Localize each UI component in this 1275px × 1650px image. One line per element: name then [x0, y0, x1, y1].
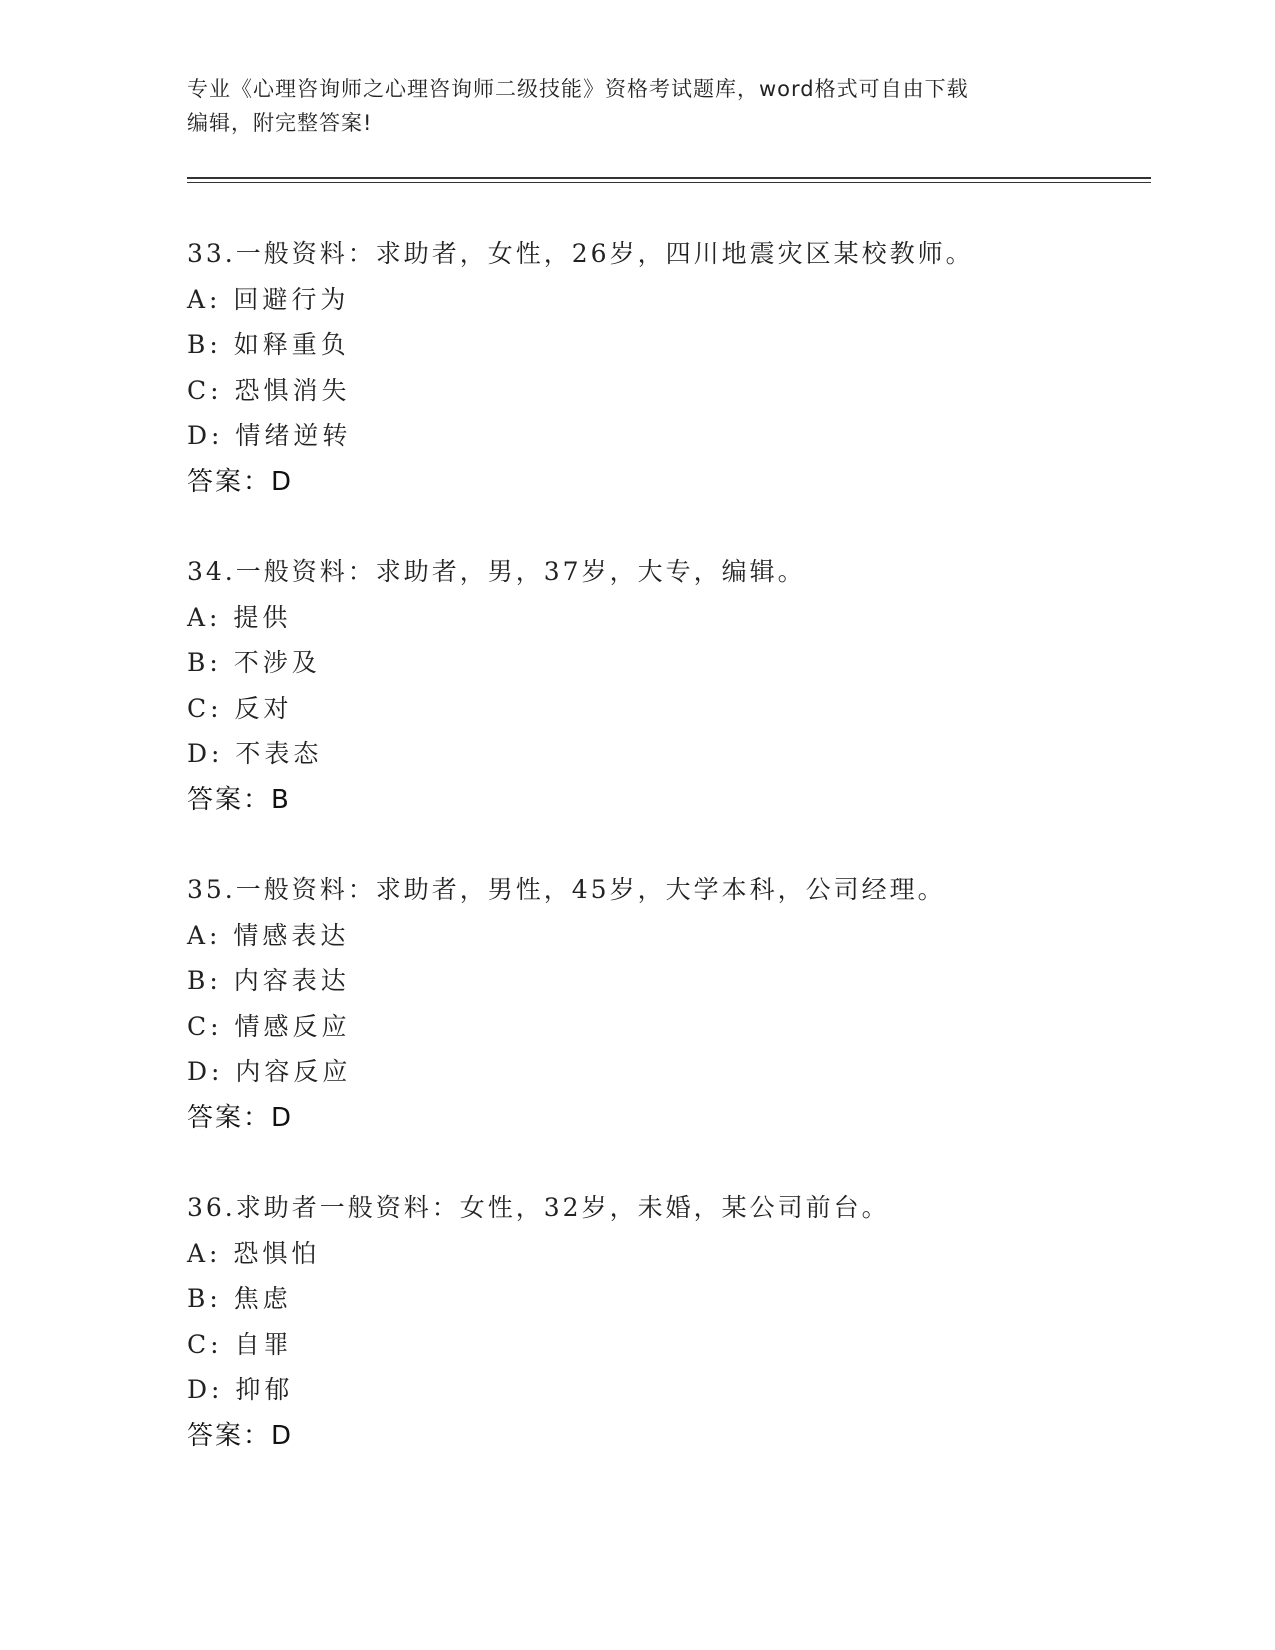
- header-line-2: 编辑，附完整答案!: [187, 111, 373, 135]
- answer-label: 答案：D: [187, 1102, 294, 1133]
- answer-label: 答案：D: [187, 466, 294, 497]
- option-c: C: 情感反应: [187, 1011, 351, 1041]
- question-stem: 34.一般资料：求助者，男，37岁，大专，编辑。: [187, 557, 806, 586]
- option-a: A: 提供: [187, 602, 292, 632]
- header-divider-bottom: [187, 182, 1151, 183]
- header-divider-top: [187, 177, 1151, 179]
- answer-label: 答案：B: [187, 784, 291, 815]
- option-a: A: 情感表达: [187, 920, 350, 950]
- option-d: D: 抑郁: [187, 1375, 294, 1404]
- option-c: C: 反对: [187, 693, 293, 723]
- question-36: [187, 1190, 1147, 1508]
- question-list: [187, 236, 1147, 1508]
- option-b: B: 如释重负: [187, 330, 350, 359]
- question-stem: 35.一般资料：求助者，男性，45岁，大学本科，公司经理。: [187, 875, 946, 904]
- option-a: A: 回避行为: [187, 284, 350, 314]
- question-33: [187, 236, 1147, 554]
- document-header: [187, 72, 1087, 140]
- option-b: B: 焦虑: [187, 1284, 292, 1313]
- answer-label: 答案：D: [187, 1420, 294, 1451]
- header-line-1: 专业《心理咨询师之心理咨询师二级技能》资格考试题库，word格式可自由下载: [187, 77, 969, 101]
- option-d: D: 情绪逆转: [187, 421, 352, 450]
- option-d: D: 内容反应: [187, 1057, 352, 1086]
- question-stem: 33.一般资料：求助者，女性，26岁，四川地震灾区某校教师。: [187, 239, 974, 268]
- option-b: B: 不涉及: [187, 648, 321, 677]
- option-c: C: 自罪: [187, 1329, 293, 1359]
- option-a: A: 恐惧怕: [187, 1238, 321, 1268]
- question-35: [187, 872, 1147, 1190]
- question-stem: 36.求助者一般资料：女性，32岁，未婚，某公司前台。: [187, 1193, 890, 1222]
- question-34: [187, 554, 1147, 872]
- option-d: D: 不表态: [187, 739, 323, 768]
- option-b: B: 内容表达: [187, 966, 350, 995]
- option-c: C: 恐惧消失: [187, 375, 351, 405]
